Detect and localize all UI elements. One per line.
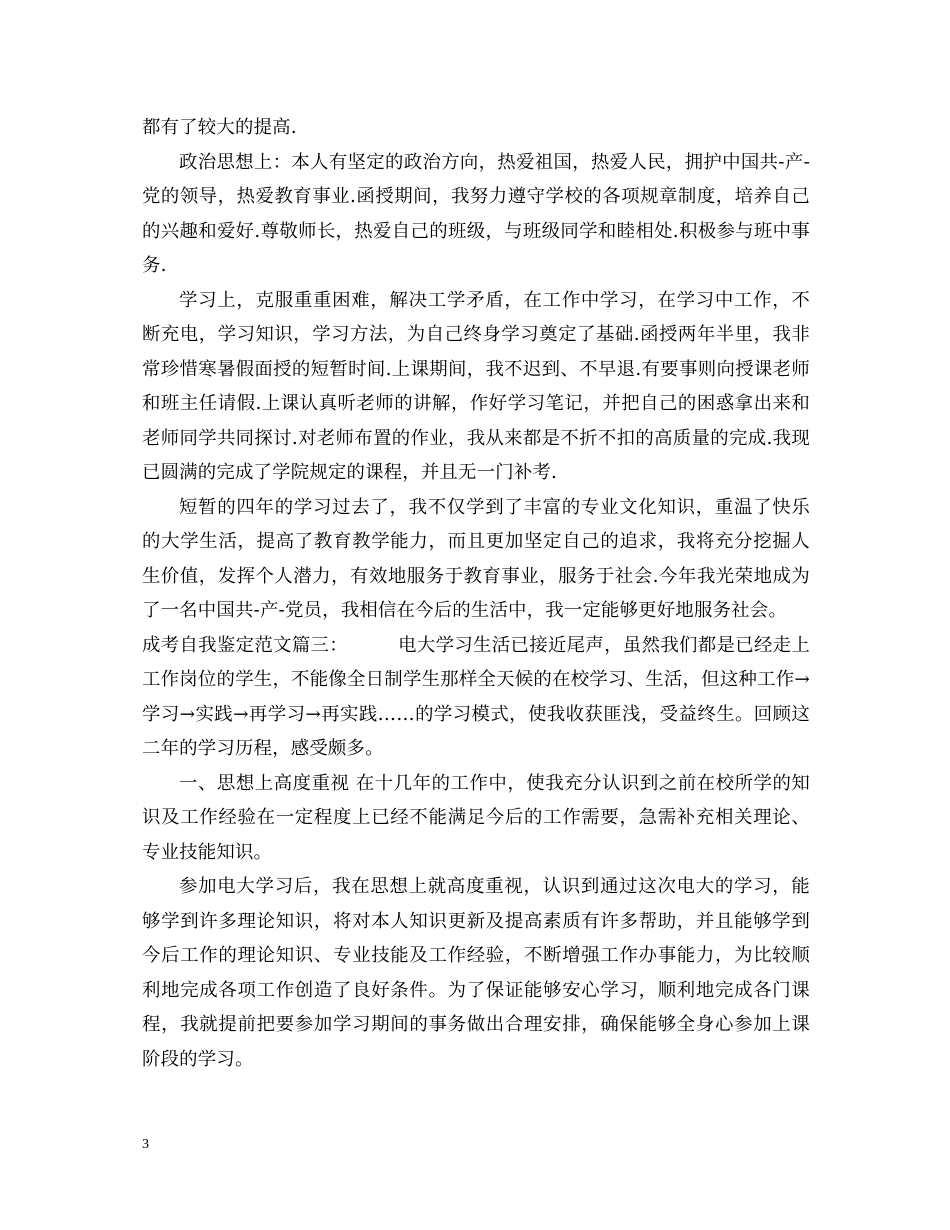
paragraph-thought-emphasis: 一、思想上高度重视 在十几年的工作中，使我充分认识到之前在校所学的知识及工作经验在一定程度上已经不能满足今后的工作需要，急需补充相关理论、专业技能知识。 [142, 772, 810, 863]
document-body [142, 111, 810, 1077]
paragraph-participation: 参加电大学习后，我在思想上就高度重视，认识到通过这次电大的学习，能够学到许多理论知识，将对本人知识更新及提高素质有许多帮助，并且能够学到今后工作的理论知识、专业技能及工作经验，不断增强工作办事能力，为比较顺利地完成各项工作创造了良好条件。为了保证能够安心学习，顺利地完成各门课程，我就提前把要参加学习期间的事务做出合理安排，确保能够全身心参加上课阶段的学习。 [142, 876, 810, 1070]
paragraph-political-thought: 政治思想上：本人有坚定的政治方向，热爱祖国，热爱人民，拥护中国共-产-党的领导，热爱教育事业.函授期间，我努力遵守学校的各项规章制度，培养自己的兴趣和爱好.尊敬师长，热爱自己的班级，与班级同学和睦相处.积极参与班中事务. [142, 151, 810, 276]
section-heading: 成考自我鉴定范文篇三： [142, 634, 348, 656]
section-three-text: 电大学习生活已接近尾声，虽然我们都是已经走上工作岗位的学生，不能像全日制学生那样全天候的在校学习、生活，但这种工作→学习→实践→再学习→再实践……的学习模式，使我收获匪浅，受益终生。回顾这二年的学习历程，感受颇多。 [142, 634, 810, 759]
paragraph-four-years: 短暂的四年的学习过去了，我不仅学到了丰富的专业文化知识，重温了快乐的大学生活，提高了教育教学能力，而且更加坚定自己的追求，我将充分挖掘人生价值，发挥个人潜力，有效地服务于教育事业，服务于社会.今年我光荣地成为了一名中国共-产-党员，我相信在今后的生活中，我一定能够更好地服务社会。 [142, 496, 810, 621]
page-number: 3 [142, 1137, 149, 1152]
paragraph-continuation: 都有了较大的提高. [142, 117, 297, 138]
paragraph-section-three [142, 629, 810, 767]
paragraph-study: 学习上，克服重重困难，解决工学矛盾，在工作中学习，在学习中工作，不断充电，学习知识，学习方法，为自己终身学习奠定了基础.函授两年半里，我非常珍惜寒暑假面授的短暂时间.上课期间，我不迟到、不早退.有要事则向授课老师和班主任请假.上课认真听老师的讲解，作好学习笔记，并把自己的困惑拿出来和老师同学共同探讨.对老师布置的作业，我从来都是不折不扣的高质量的完成.我现已圆满的完成了学院规定的课程，并且无一门补考. [142, 289, 810, 483]
